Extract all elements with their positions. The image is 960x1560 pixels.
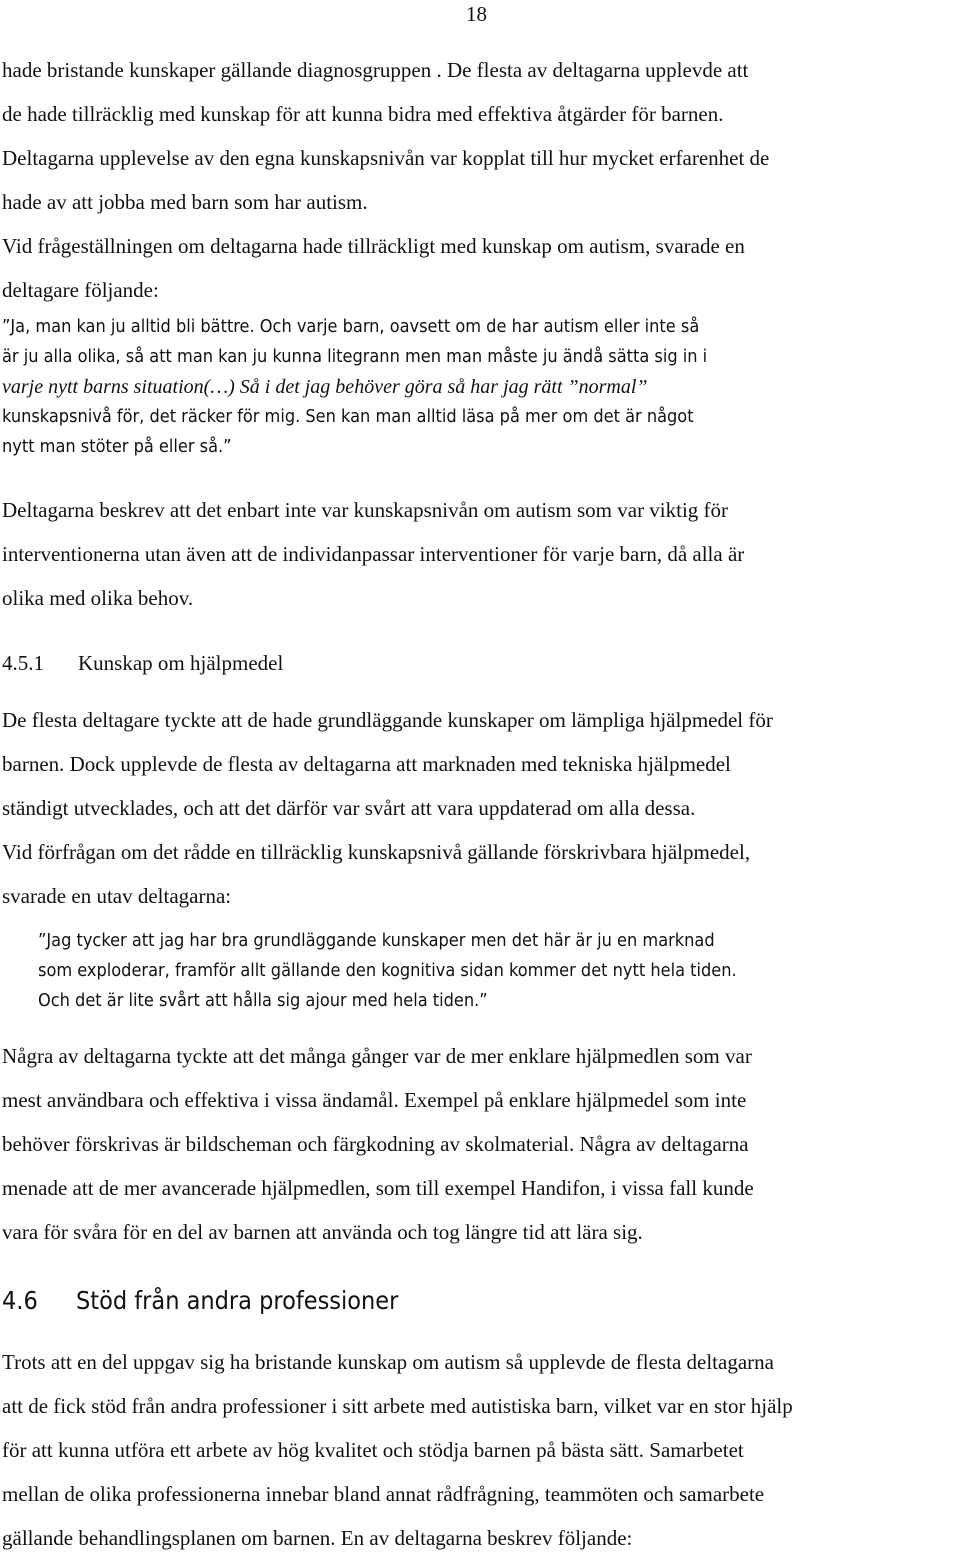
text-line: barnen. Dock upplevde de flesta av deltagarna att marknaden med tekniska hjälpmedel: [2, 752, 731, 776]
text-line: att de fick stöd från andra professioner i sitt arbete med autistiska barn, vilket var en stor hjälp: [2, 1394, 793, 1418]
text-line: gällande behandlingsplanen om barnen. En av deltagarna beskrev följande:: [2, 1526, 633, 1550]
text-line: De flesta deltagare tyckte att de hade grundläggande kunskaper om lämpliga hjälpmedel för: [2, 708, 773, 732]
text-line: mest användbara och effektiva i vissa ändamål. Exempel på enklare hjälpmedel som inte: [2, 1088, 747, 1112]
text-line: Deltagarna beskrev att det enbart inte var kunskapsnivån om autism som var viktig för: [2, 498, 729, 522]
quote-block-2: [38, 926, 938, 1016]
text-line: deltagare följande:: [2, 278, 159, 302]
section-heading-4-5-1: [2, 648, 283, 678]
paragraph-interventions: [2, 488, 954, 620]
section-heading-4-6: [2, 1284, 398, 1318]
text-line: för att kunna utföra ett arbete av hög kvalitet och stödja barnen på bästa sätt. Samarbetet: [2, 1438, 744, 1462]
quote-line: är ju alla olika, så att man kan ju kunna litegrann men man måste ju ändå sätta sig in i: [2, 346, 708, 367]
section-title: Kunskap om hjälpmedel: [78, 651, 284, 675]
quote-line-italic: varje nytt barns situation(…) Så i det jag behöver göra så har jag rätt ”normal”: [2, 376, 648, 398]
text-line: interventionerna utan även att de individanpassar interventioner för varje barn, då alla är: [2, 542, 745, 566]
text-line: menade att de mer avancerade hjälpmedlen, som till exempel Handifon, i vissa fall kunde: [2, 1176, 754, 1200]
text-line: vara för svåra för en del av barnen att använda och tog längre tid att lära sig.: [2, 1220, 643, 1244]
text-line: Trots att en del uppgav sig ha bristande kunskap om autism så upplevde de flesta deltagarna: [2, 1350, 774, 1374]
paragraph-simple-aids: [2, 1034, 954, 1254]
text-line: Deltagarna upplevelse av den egna kunskapsnivån var kopplat till hur mycket erfarenhet de: [2, 146, 770, 170]
text-line: hade av att jobba med barn som har autism.: [2, 190, 368, 214]
quote-line: nytt man stöter på eller så.”: [2, 436, 232, 457]
quote-line: Och det är lite svårt att hålla sig ajour med hela tiden.”: [38, 990, 488, 1011]
text-line: de hade tillräcklig med kunskap för att kunna bidra med effektiva åtgärder för barnen.: [2, 102, 724, 126]
quote-line: ”Ja, man kan ju alltid bli bättre. Och varje barn, oavsett om de har autism eller inte så: [2, 316, 700, 337]
paragraph-aids: [2, 698, 954, 918]
quote-line: ”Jag tycker att jag har bra grundläggande kunskaper men det här är ju en marknad: [38, 930, 715, 951]
text-line: ständigt utvecklades, och att det därför var svårt att vara uppdaterad om alla dessa.: [2, 796, 696, 820]
section-title: Stöd från andra professioner: [76, 1286, 399, 1315]
quote-line: kunskapsnivå för, det räcker för mig. Sen kan man alltid läsa på mer om det är något: [2, 406, 694, 427]
text-line: Vid förfrågan om det rådde en tillräcklig kunskapsnivå gällande förskrivbara hjälpmedel,: [2, 840, 751, 864]
text-line: behöver förskrivas är bildscheman och färgkodning av skolmaterial. Några av deltagarna: [2, 1132, 749, 1156]
text-line: hade bristande kunskaper gällande diagnosgruppen . De flesta av deltagarna upplevde att: [2, 58, 749, 82]
text-line: olika med olika behov.: [2, 586, 194, 610]
text-line: mellan de olika professionerna innebar bland annat rådfrågning, teammöten och samarbete: [2, 1482, 765, 1506]
page-number: 18: [466, 2, 487, 26]
text-line: Vid frågeställningen om deltagarna hade tillräckligt med kunskap om autism, svarade en: [2, 234, 745, 258]
text-line: Några av deltagarna tyckte att det många gånger var de mer enklare hjälpmedlen som var: [2, 1044, 752, 1068]
text-line: svarade en utav deltagarna:: [2, 884, 232, 908]
paragraph-support: [2, 1340, 954, 1560]
quote-line: som exploderar, framför allt gällande den kognitiva sidan kommer det nytt hela tiden.: [38, 960, 737, 981]
section-number: 4.5.1: [2, 651, 44, 675]
paragraph-knowledge: [2, 48, 954, 312]
section-number: 4.6: [2, 1286, 38, 1315]
quote-block-1: [2, 312, 902, 462]
